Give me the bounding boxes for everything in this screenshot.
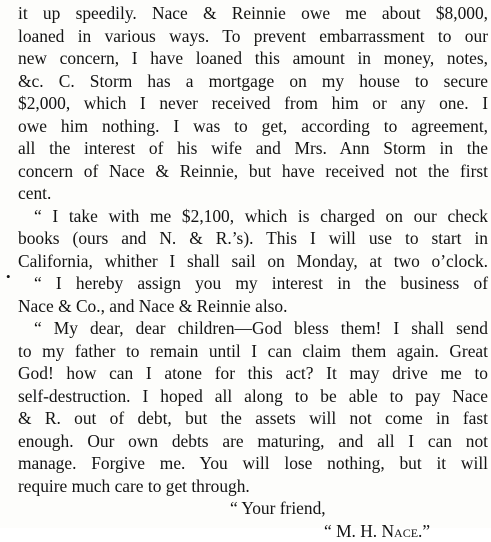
text-line-14: Nace & Co., and Nace & Reinnie also. [18,295,488,318]
closing-line: “ Your friend, [18,497,488,520]
text-line-13: “ I hereby assign you my interest in the business of [18,272,488,295]
text-line-16: to my father to remain until I can claim them again. Great [18,340,488,363]
signature-prefix: “ M. H. [324,521,381,541]
text-line-4: &c. C. Storm has a mortgage on my house to secure [18,70,488,93]
text-line-19: & R. out of debt, but the assets will not come in fast [18,407,488,430]
text-line-8: concern of Nace & Reinnie, but have received not the first [18,160,488,183]
text-line-5: $2,000, which I never received from him or any one. I [18,92,488,115]
text-line-9: cent. [18,182,488,205]
text-line-22: require much care to get through. [18,475,488,498]
letter-text [18,2,488,542]
text-line-2: loaned in various ways. To prevent embarrassment to our [18,25,488,48]
text-line-7: all the interest of his wife and Mrs. Ann Storm in the [18,137,488,160]
text-line-21: manage. Forgive me. You will lose nothing, but it will [18,452,488,475]
text-line-6: owe him nothing. I was to get, according to agreement, [18,115,488,138]
text-line-18: self-destruction. I hoped all along to be able to pay Nace [18,385,488,408]
text-line-10: “ I take with me $2,100, which is charged on our check [18,205,488,228]
signature-line [18,520,488,542]
text-line-12: California, whither I shall sail on Monday, at two o’clock. [18,250,488,273]
text-line-17: God! how can I atone for this act? It may drive me to [18,362,488,385]
text-line-11: books (ours and N. & R.’s). This I will use to start in [18,227,488,250]
text-line-20: enough. Our own debts are maturing, and all I can not [18,430,488,453]
signature-suffix: .” [418,521,430,541]
text-line-15: “ My dear, dear children—God bless them! I shall send [18,317,488,340]
text-line-3: new concern, I have loaned this amount in money, notes, [18,47,488,70]
text-line-1: it up speedily. Nace & Reinnie owe me about $8,000, [18,2,488,25]
signature-name: Nace [381,521,418,541]
margin-mark: • [6,269,11,285]
